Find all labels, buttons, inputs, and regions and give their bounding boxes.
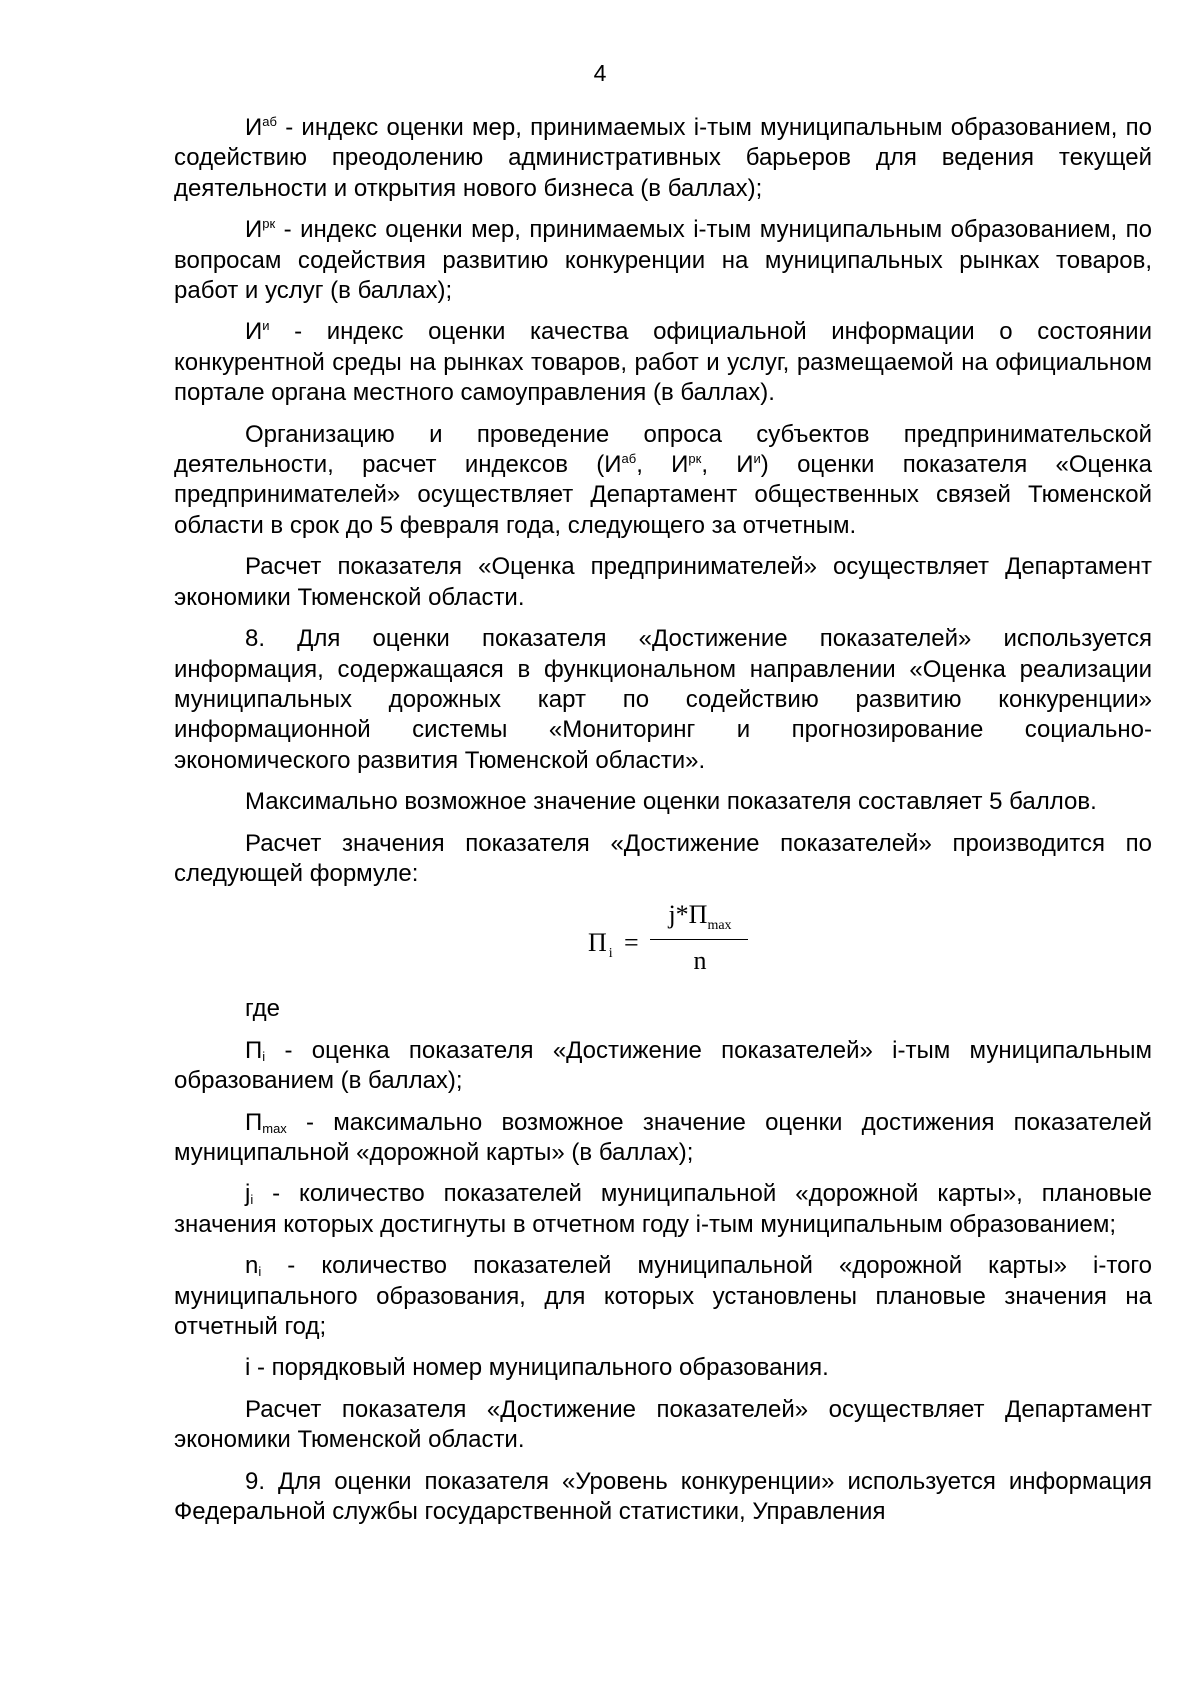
symbol-p: П — [245, 1036, 263, 1064]
symbol-i: И — [736, 451, 754, 479]
symbol-i: И — [604, 451, 622, 479]
symbol-n: n — [245, 1252, 259, 1280]
superscript: аб — [621, 451, 637, 467]
subscript: i — [258, 1264, 262, 1280]
symbol-i: И — [245, 318, 263, 346]
paragraph-text: - индекс оценки мер, принимаемых i-тым муниципальным образованием, по вопросам содействия развитию конкуренции на муниципальных рынках товаров, работ и услуг (в баллах); — [174, 216, 1152, 305]
superscript: рк — [262, 216, 276, 232]
paragraph-survey — [174, 420, 1152, 542]
paragraph-text: - количество показателей муниципальной «дорожной карты» i-того муниципального образования, для которых установлены плановые значения на отчетный год; — [174, 1252, 1152, 1340]
document-body — [174, 113, 1152, 1538]
subscript: i — [262, 1048, 266, 1064]
paragraph-calc-entrepreneurs: Расчет показателя «Оценка предпринимателей» осуществляет Департамент экономики Тюменской области. — [174, 553, 1152, 611]
paragraph-def-pmax — [174, 1108, 1152, 1169]
paragraph-text: - максимально возможное значение оценки достижения показателей муниципальной «дорожной карты» (в баллах); — [174, 1108, 1152, 1166]
subscript: max — [262, 1120, 287, 1136]
paragraph-text: Организацию и проведение опроса субъектов предпринимательской деятельности, расчет индексов ( — [174, 420, 1152, 479]
formula-denominator: n — [693, 946, 707, 976]
paragraph-text: ) оценки показателя «Оценка предпринимателей» осуществляет Департамент общественных связей Тюменской области в срок до 5 февраля года, следующего за отчетным. — [174, 451, 1152, 539]
paragraph-index-rk — [174, 215, 1152, 306]
paragraph-def-pi — [174, 1036, 1152, 1097]
paragraph-calc-achievement: Расчет показателя «Достижение показателей» осуществляет Департамент экономики Тюменской области. — [174, 1395, 1152, 1454]
paragraph-section-9: 9. Для оценки показателя «Уровень конкуренции» используется информация Федеральной службы государственной статистики, Управления — [174, 1467, 1152, 1526]
paragraph-text: - оценка показателя «Достижение показателей» i-тым муниципальным образованием (в баллах); — [174, 1036, 1152, 1095]
subscript: i — [250, 1192, 254, 1208]
superscript: и — [262, 318, 270, 334]
paragraph-def-j — [174, 1179, 1152, 1240]
separator: , — [701, 451, 737, 479]
symbol-i: И — [245, 114, 263, 141]
symbol-i: И — [671, 451, 689, 479]
page-number: 4 — [593, 60, 607, 86]
paragraph-index-i — [174, 317, 1152, 408]
paragraph-def-n — [174, 1251, 1152, 1342]
formula-equals: = — [624, 928, 639, 958]
paragraph-formula-intro: Расчет значения показателя «Достижение показателей» производится по следующей формуле: — [174, 829, 1152, 887]
formula-lhs: П $_i$ — [588, 928, 613, 962]
separator: , — [636, 451, 672, 479]
paragraph-text: - индекс оценки качества официальной информации о состоянии конкурентной среды на рынках товаров, работ и услуг, размещаемой на официальном портале органа местного самоуправления (в баллах). — [174, 318, 1152, 407]
superscript: и — [753, 451, 761, 467]
symbol-i: И — [245, 216, 263, 244]
paragraph-text: - количество показателей муниципальной «дорожной карты», плановые значения которых достигнуты в отчетном году i-тым муниципальным образованием; — [174, 1180, 1152, 1238]
formula-numerator: $j*П_{max}$ — [668, 900, 732, 934]
paragraph-text: - индекс оценки мер, принимаемых i-тым муниципальным образованием, по содействию преодолению административных барьеров для ведения текущей деятельности и открытия нового бизнеса (в баллах); — [174, 114, 1152, 202]
symbol-j: j — [245, 1180, 251, 1208]
superscript: рк — [688, 451, 702, 467]
formula — [174, 900, 1152, 986]
where-label: где — [245, 995, 281, 1023]
superscript: аб — [262, 114, 277, 129]
paragraph-section-8: 8. Для оценки показателя «Достижение показателей» используется информация, содержащаяся в функциональном направлении «Оценка реализации муниципальных дорожных карт по содействию развитию конкуренции» информационной системы «Мониторинг и прогнозирование социально-экономического развития Тюменской области». — [174, 625, 1152, 774]
symbol-p: П — [245, 1108, 263, 1136]
paragraph-index-ab — [174, 113, 1152, 204]
paragraph-def-i: i - порядковый номер муниципального образования. — [245, 1354, 829, 1382]
fraction-bar — [650, 939, 748, 940]
paragraph-max-value: Максимально возможное значение оценки показателя составляет 5 баллов. — [245, 788, 1097, 816]
